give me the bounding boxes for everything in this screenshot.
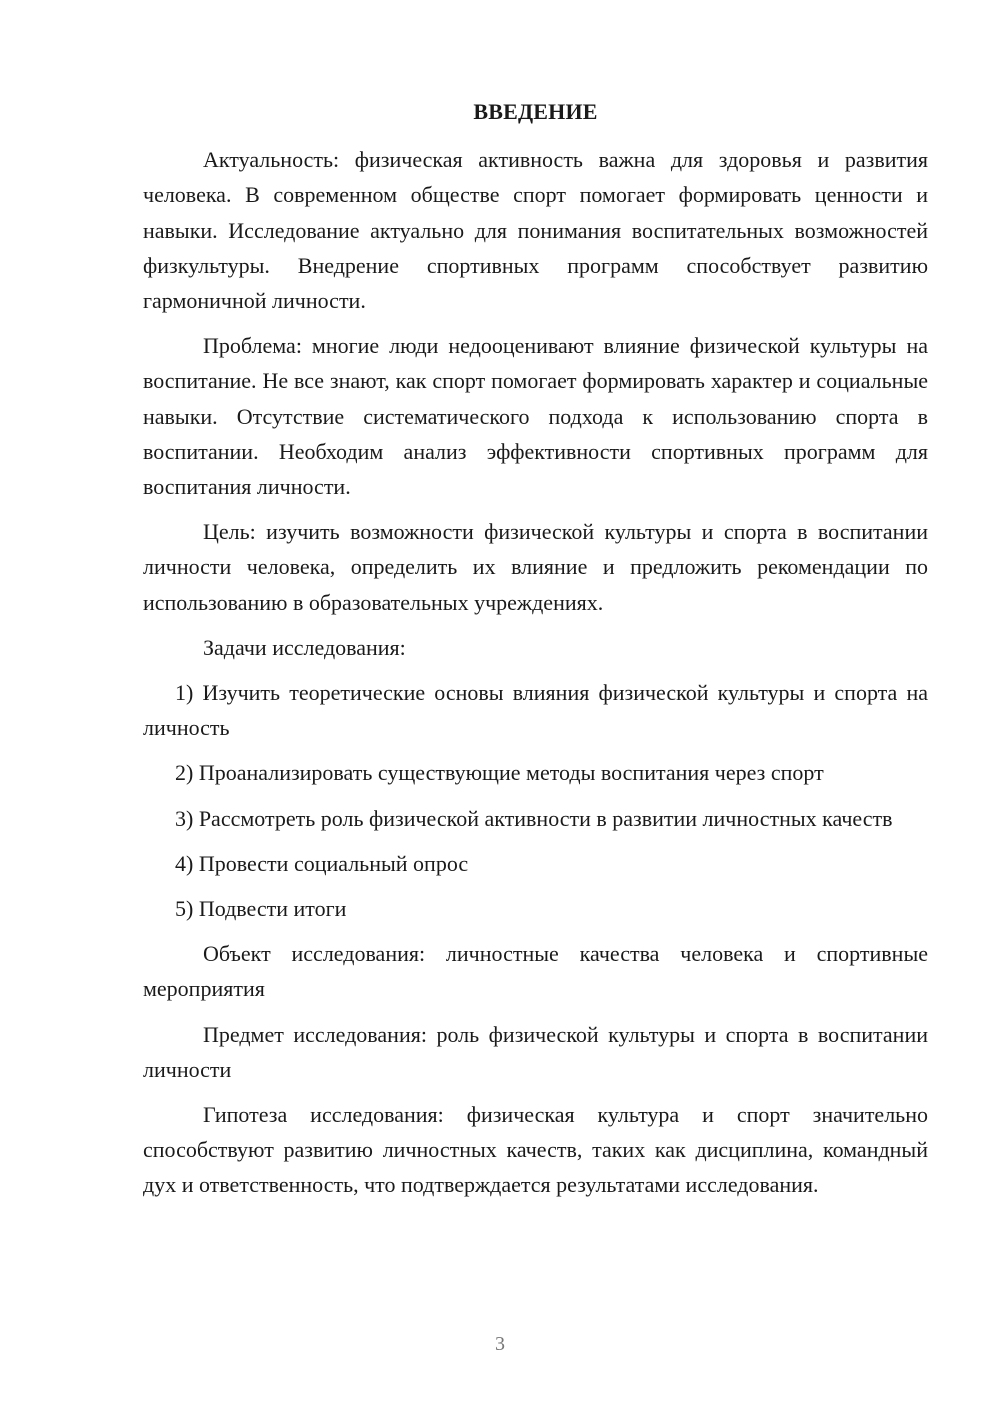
page-title: ВВЕДЕНИЕ: [473, 99, 598, 124]
paragraph-relevance: Актуальность: физическая активность важна для здоровья и развития человека. В современном обществе спорт помогает формировать ценности и навыки. Исследование актуально для понимания воспитательных возможностей физкультуры. Внедрение спортивных программ способствует развитию гармоничной личности.: [143, 147, 928, 314]
paragraph-subject: Предмет исследования: роль физической культуры и спорта в воспитании личности: [143, 1021, 928, 1082]
task-item-4: 4) Провести социальный опрос: [175, 850, 469, 876]
task-item-5: 5) Подвести итоги: [175, 896, 347, 922]
paragraph-tasks-heading: Задачи исследования:: [203, 634, 406, 660]
paragraph-problem: Проблема: многие люди недооценивают влияние физической культуры на воспитание. Не все знают, как спорт помогает формировать характер и социальные навыки. Отсутствие систематического подхода к использованию спорта в воспитании. Необходим анализ эффективности спортивных программ для воспитания личности.: [143, 333, 928, 500]
document-page: [143, 94, 928, 1213]
task-item-1: 1) Изучить теоретические основы влияния физической культуры и спорта на личность: [143, 680, 928, 741]
paragraph-hypothesis: Гипотеза исследования: физическая культура и спорт значительно способствуют развитию личностных качеств, таких как дисциплина, командный дух и ответственность, что подтверждается результатами исследования.: [143, 1102, 928, 1198]
paragraph-goal: Цель: изучить возможности физической культуры и спорта в воспитании личности человека, определить их влияние и предложить рекомендации по использованию в образовательных учреждениях.: [143, 519, 928, 615]
task-item-3: 3) Рассмотреть роль физической активности в развитии личностных качеств: [175, 805, 893, 831]
page-number: 3: [495, 1333, 505, 1355]
task-item-2: 2) Проанализировать существующие методы воспитания через спорт: [175, 760, 824, 786]
paragraph-object: Объект исследования: личностные качества человека и спортивные мероприятия: [143, 941, 928, 1002]
